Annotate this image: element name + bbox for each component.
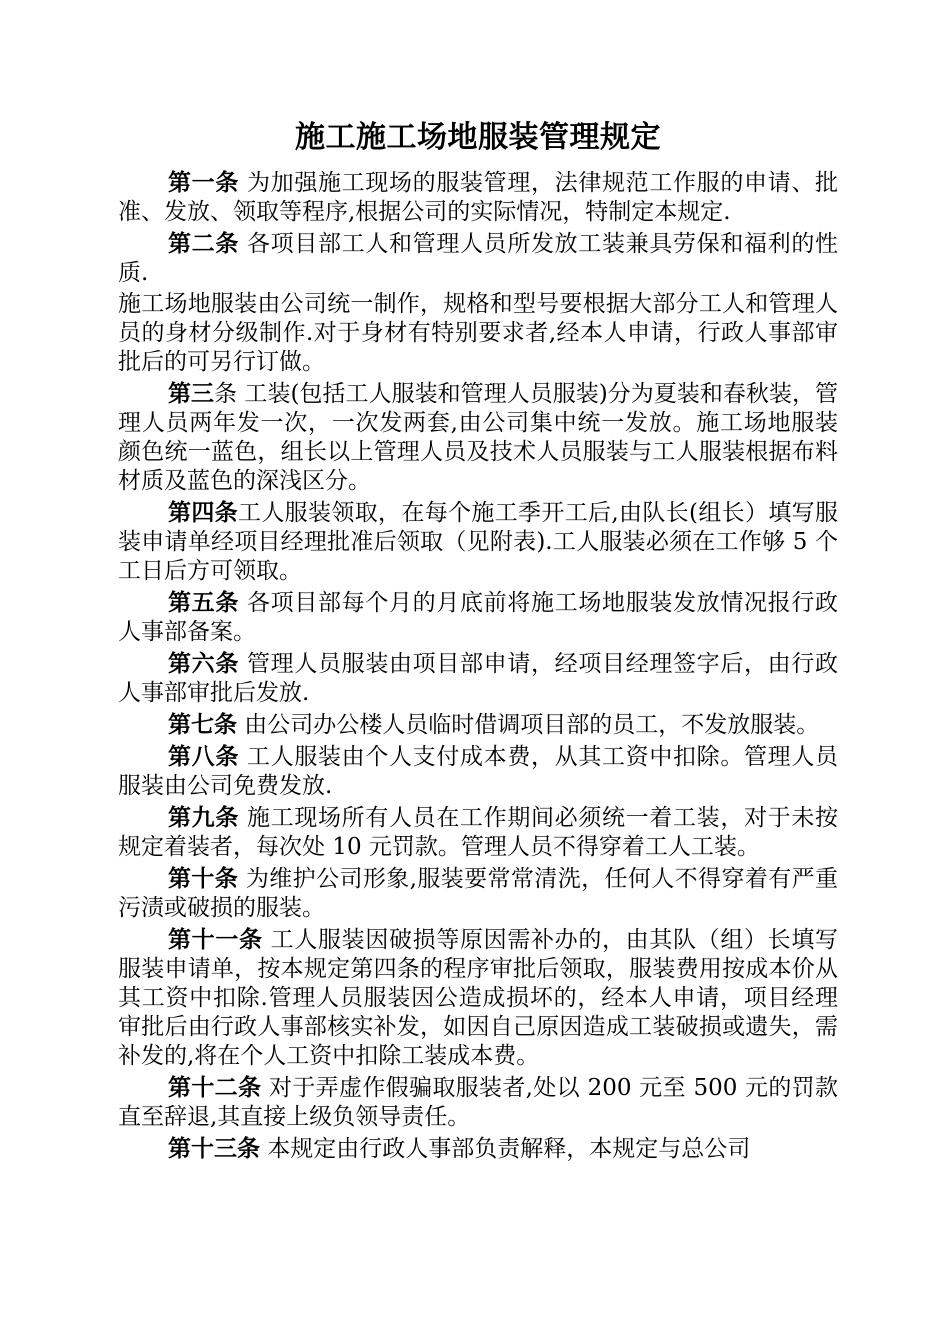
- article-1: [118, 168, 838, 227]
- article-10: [118, 864, 838, 923]
- article-9: [118, 803, 838, 862]
- article-2-continuation: [118, 290, 838, 377]
- article-5: [118, 588, 838, 647]
- article-label: 第十二条: [168, 1074, 262, 1101]
- article-text: 施工现场所有人员在工作期间必须统一着工装，对于未按规定着装者，每次处 10 元罚款。管理人员不得穿着工人工装。: [118, 805, 839, 860]
- article-text: 管理人员服装由项目部申请，经项目经理签字后，由行政人事部审批后发放.: [118, 651, 839, 706]
- document-title: 施工施工场地服装管理规定: [295, 120, 661, 155]
- article-label: 第六条: [168, 650, 240, 677]
- article-text: 本规定由行政人事部负责解释，本规定与总公司: [260, 1136, 751, 1162]
- article-4: [118, 498, 838, 586]
- article-13: [118, 1134, 838, 1164]
- article-label: 第三: [168, 380, 215, 407]
- document-body: [118, 168, 838, 1164]
- article-label: 第七条: [168, 711, 237, 738]
- article-text: 工人服装由个人支付成本费，从其工资中扣除。管理人员服装由公司免费发放.: [118, 744, 839, 799]
- article-text: 工人服装领取，在每个施工季开工后,由队长(组长）填写服装申请单经项目经理批准后领取（见附表).工人服装必须在工作够 5 个工日后方可领取。: [118, 500, 838, 584]
- article-8: [118, 742, 838, 801]
- article-label: 第九条: [168, 804, 240, 831]
- article-text: 施工场地服装由公司统一制作，规格和型号要根据大部分工人和管理人员的身材分级制作.对于身材有特别要求者,经本人申请，行政人事部审批后的可另行订做。: [118, 291, 838, 375]
- article-label: 第八条: [168, 743, 240, 770]
- article-12: [118, 1073, 838, 1132]
- article-text: 工人服装因破损等原因需补办的，由其队（组）长填写服装申请单，按本规定第四条的程序审批后领取，服装费用按成本价从其工资中扣除.管理人员服装因公造成损坏的，经本人申请，项目经理审批后由行政人事部核实补发，如因自己原因造成工装破损或遗失，需补发的,将在个人工资中扣除工装成本费。: [118, 927, 839, 1069]
- article-label: 第一条: [168, 169, 240, 196]
- article-7: [118, 710, 838, 740]
- article-label: 第十条: [168, 865, 239, 892]
- article-label: 第十一条: [168, 926, 263, 953]
- article-text: 各项目部工人和管理人员所发放工装兼具劳保和福利的性质.: [118, 231, 839, 286]
- article-text: 由公司办公楼人员临时借调项目部的员工，不发放服装。: [237, 712, 820, 738]
- article-text: 为维护公司形象,服装要常常清洗，任何人不得穿着有严重污渍或破损的服装。: [118, 866, 839, 921]
- article-2: [118, 229, 838, 288]
- article-11: [118, 925, 838, 1071]
- article-3: [118, 379, 838, 496]
- article-text: 条 工装(包括工人服装和管理人员服装)分为夏装和春秋装，管理人员两年发一次，一次发两套,由公司集中统一发放。施工场地服装颜色统一蓝色，组长以上管理人员及技术人员服装与工人服装根据布料材质及蓝色的深浅区分。: [118, 381, 839, 494]
- article-text: 为加强施工现场的服装管理，法律规范工作服的申请、批准、发放、领取等程序,根据公司的实际情况，特制定本规定.: [118, 170, 839, 225]
- article-text: 对于弄虚作假骗取服装者,处以 200 元至 500 元的罚款直至辞退,其直接上级负领导责任。: [118, 1075, 839, 1130]
- article-text: 各项目部每个月的月底前将施工场地服装发放情况报行政人事部备案。: [118, 590, 839, 645]
- article-label: 第五条: [168, 589, 240, 616]
- article-label: 第二条: [168, 230, 240, 257]
- article-label: 第十三条: [168, 1135, 260, 1162]
- article-label: 第四条: [168, 499, 239, 526]
- article-6: [118, 649, 838, 708]
